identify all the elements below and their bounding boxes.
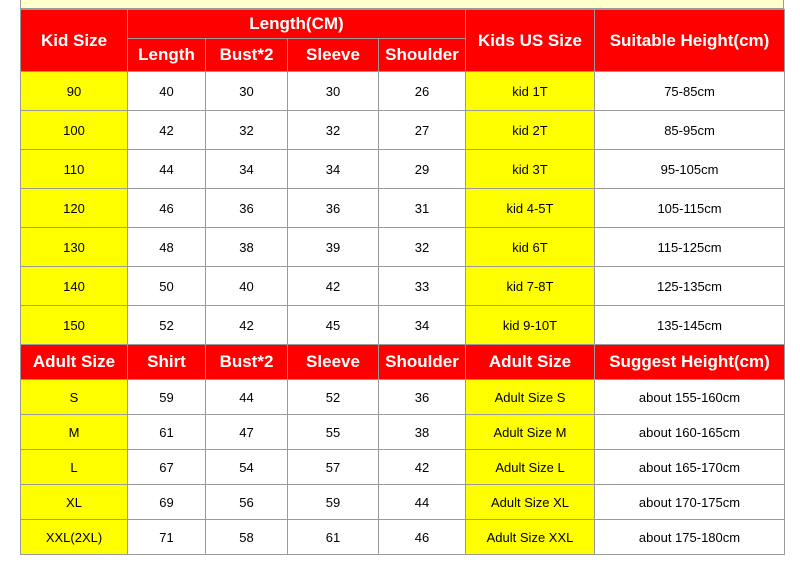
kid-cell-height: 85-95cm xyxy=(595,111,785,150)
kid-cell-height: 125-135cm xyxy=(595,267,785,306)
adult-cell-size: S xyxy=(21,380,128,415)
kid-cell-shoulder: 34 xyxy=(379,306,466,345)
kid-cell-height: 105-115cm xyxy=(595,189,785,228)
adult-header-row xyxy=(21,345,785,380)
adult-cell-shirt: 59 xyxy=(128,380,206,415)
adult-cell-shoulder: 46 xyxy=(379,520,466,555)
adult-cell-bust: 56 xyxy=(206,485,288,520)
kid-cell-height: 135-145cm xyxy=(595,306,785,345)
length-header: Length xyxy=(128,39,206,72)
kid-cell-sleeve: 42 xyxy=(288,267,379,306)
kid-cell-bust: 34 xyxy=(206,150,288,189)
kid-cell-sleeve: 45 xyxy=(288,306,379,345)
kid-cell-length: 50 xyxy=(128,267,206,306)
adult-cell-bust: 54 xyxy=(206,450,288,485)
bust-header: Bust*2 xyxy=(206,39,288,72)
kid-cell-size: 110 xyxy=(21,150,128,189)
size-chart-table xyxy=(20,9,785,555)
adult-cell-bust: 47 xyxy=(206,415,288,450)
kid-cell-bust: 40 xyxy=(206,267,288,306)
adult-shoulder-header: Shoulder xyxy=(379,345,466,380)
kid-cell-us: kid 7-8T xyxy=(466,267,595,306)
kid-cell-length: 48 xyxy=(128,228,206,267)
table-row xyxy=(21,189,785,228)
kid-cell-size: 100 xyxy=(21,111,128,150)
kid-cell-sleeve: 36 xyxy=(288,189,379,228)
adult-cell-size: L xyxy=(21,450,128,485)
adult-cell-shirt: 67 xyxy=(128,450,206,485)
kid-cell-length: 40 xyxy=(128,72,206,111)
kid-cell-us: kid 9-10T xyxy=(466,306,595,345)
adult-size-label-header: Adult Size xyxy=(466,345,595,380)
kid-cell-size: 140 xyxy=(21,267,128,306)
kid-cell-height: 115-125cm xyxy=(595,228,785,267)
kid-cell-bust: 38 xyxy=(206,228,288,267)
adult-cell-shoulder: 44 xyxy=(379,485,466,520)
kid-cell-bust: 36 xyxy=(206,189,288,228)
kid-cell-shoulder: 27 xyxy=(379,111,466,150)
table-row xyxy=(21,450,785,485)
kid-cell-length: 42 xyxy=(128,111,206,150)
adult-cell-shoulder: 42 xyxy=(379,450,466,485)
kid-cell-shoulder: 32 xyxy=(379,228,466,267)
adult-cell-sleeve: 55 xyxy=(288,415,379,450)
kid-cell-sleeve: 34 xyxy=(288,150,379,189)
kid-cell-sleeve: 32 xyxy=(288,111,379,150)
kid-cell-size: 150 xyxy=(21,306,128,345)
suggest-height-header: Suggest Height(cm) xyxy=(595,345,785,380)
table-row xyxy=(21,111,785,150)
adult-cell-sleeve: 52 xyxy=(288,380,379,415)
adult-cell-shirt: 61 xyxy=(128,415,206,450)
suitable-height-header: Suitable Height(cm) xyxy=(595,10,785,72)
kid-cell-bust: 32 xyxy=(206,111,288,150)
adult-cell-height: about 170-175cm xyxy=(595,485,785,520)
kid-cell-sleeve: 30 xyxy=(288,72,379,111)
adult-sleeve-header: Sleeve xyxy=(288,345,379,380)
kid-cell-size: 90 xyxy=(21,72,128,111)
adult-cell-height: about 160-165cm xyxy=(595,415,785,450)
adult-cell-sleeve: 59 xyxy=(288,485,379,520)
kid-cell-size: 130 xyxy=(21,228,128,267)
kid-cell-height: 95-105cm xyxy=(595,150,785,189)
adult-cell-height: about 155-160cm xyxy=(595,380,785,415)
adult-bust-header: Bust*2 xyxy=(206,345,288,380)
shoulder-header: Shoulder xyxy=(379,39,466,72)
adult-cell-label: Adult Size L xyxy=(466,450,595,485)
kid-cell-us: kid 3T xyxy=(466,150,595,189)
table-row xyxy=(21,72,785,111)
adult-cell-sleeve: 61 xyxy=(288,520,379,555)
table-row xyxy=(21,415,785,450)
adult-cell-label: Adult Size S xyxy=(466,380,595,415)
adult-cell-label: Adult Size XXL xyxy=(466,520,595,555)
adult-cell-label: Adult Size XL xyxy=(466,485,595,520)
kid-cell-sleeve: 39 xyxy=(288,228,379,267)
adult-cell-shoulder: 38 xyxy=(379,415,466,450)
adult-cell-bust: 44 xyxy=(206,380,288,415)
adult-cell-height: about 165-170cm xyxy=(595,450,785,485)
table-row xyxy=(21,150,785,189)
kid-cell-us: kid 1T xyxy=(466,72,595,111)
adult-cell-shirt: 69 xyxy=(128,485,206,520)
adult-size-header: Adult Size xyxy=(21,345,128,380)
kid-cell-size: 120 xyxy=(21,189,128,228)
table-row xyxy=(21,228,785,267)
kid-cell-length: 46 xyxy=(128,189,206,228)
adult-cell-size: XL xyxy=(21,485,128,520)
kid-cell-length: 52 xyxy=(128,306,206,345)
adult-cell-sleeve: 57 xyxy=(288,450,379,485)
kid-cell-shoulder: 33 xyxy=(379,267,466,306)
kid-size-header: Kid Size xyxy=(21,10,128,72)
kid-cell-us: kid 2T xyxy=(466,111,595,150)
kid-cell-shoulder: 29 xyxy=(379,150,466,189)
top-band xyxy=(20,0,784,9)
adult-cell-bust: 58 xyxy=(206,520,288,555)
kid-cell-shoulder: 31 xyxy=(379,189,466,228)
table-row xyxy=(21,267,785,306)
adult-cell-height: about 175-180cm xyxy=(595,520,785,555)
adult-cell-size: M xyxy=(21,415,128,450)
kid-cell-bust: 42 xyxy=(206,306,288,345)
table-row xyxy=(21,520,785,555)
kid-cell-length: 44 xyxy=(128,150,206,189)
kids-us-size-header: Kids US Size xyxy=(466,10,595,72)
table-row xyxy=(21,306,785,345)
kids-header-row-1 xyxy=(21,10,785,39)
adult-cell-shirt: 71 xyxy=(128,520,206,555)
adult-cell-size: XXL(2XL) xyxy=(21,520,128,555)
kid-cell-height: 75-85cm xyxy=(595,72,785,111)
kid-cell-us: kid 4-5T xyxy=(466,189,595,228)
table-row xyxy=(21,485,785,520)
kid-cell-us: kid 6T xyxy=(466,228,595,267)
length-group-header: Length(CM) xyxy=(128,10,466,39)
adult-cell-label: Adult Size M xyxy=(466,415,595,450)
kid-cell-bust: 30 xyxy=(206,72,288,111)
shirt-header: Shirt xyxy=(128,345,206,380)
kid-cell-shoulder: 26 xyxy=(379,72,466,111)
sleeve-header: Sleeve xyxy=(288,39,379,72)
table-row xyxy=(21,380,785,415)
adult-cell-shoulder: 36 xyxy=(379,380,466,415)
